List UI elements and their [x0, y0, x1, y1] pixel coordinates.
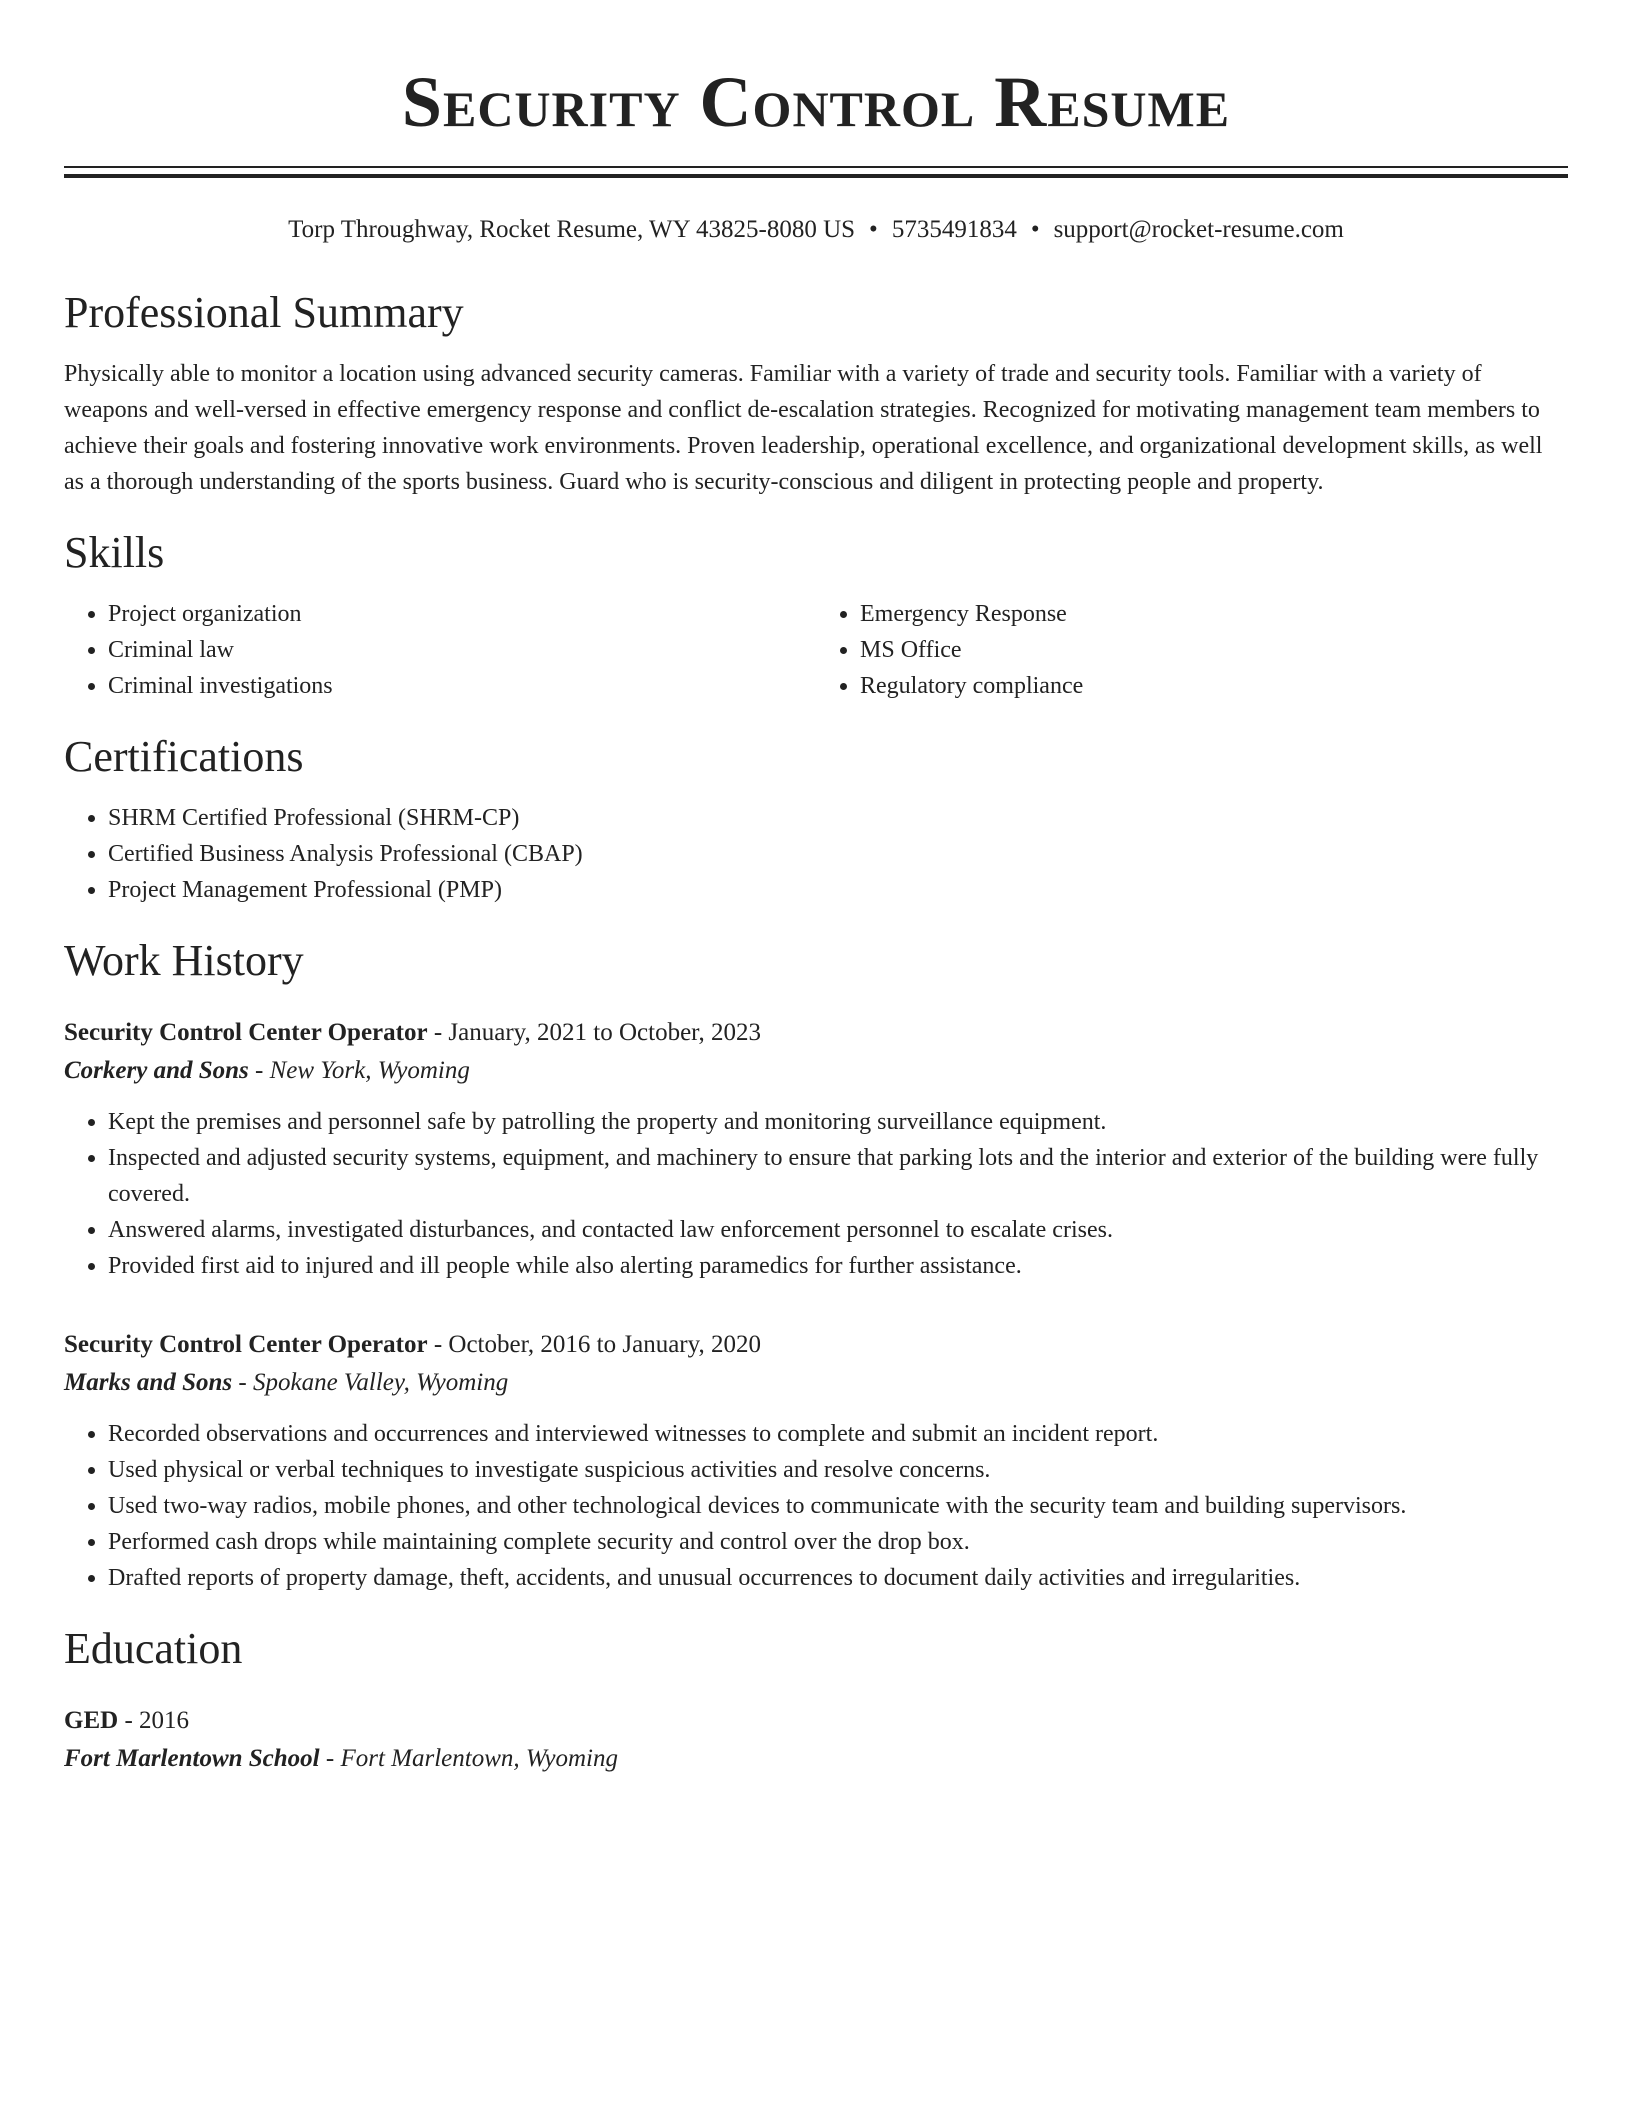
skills-grid: [64, 596, 1568, 704]
job-duty: • Answered alarms, investigated disturbances, and contacted law enforcement personnel to escalate crises.: [108, 1212, 1568, 1248]
job-entry: [64, 1014, 1568, 1284]
job-company-line: [64, 1052, 1568, 1090]
contact-address: Torp Throughway, Rocket Resume, WY 43825-8080 US: [288, 216, 856, 243]
job-duty: • Used two-way radios, mobile phones, and other technological devices to communicate with the security team and building supervisors.: [108, 1488, 1568, 1524]
skill-item: • Criminal investigations: [108, 668, 816, 704]
education-degree-line: [64, 1702, 1568, 1740]
certification-item: • Certified Business Analysis Professional (CBAP): [108, 836, 1568, 872]
skills-list-left: [64, 596, 816, 704]
skill-item: • MS Office: [860, 632, 1568, 668]
job-duty: • Drafted reports of property damage, theft, accidents, and unusual occurrences to document daily activities and irregularities.: [108, 1560, 1568, 1596]
job-dates: January, 2021 to October, 2023: [448, 1019, 761, 1046]
education-year: 2016: [139, 1707, 190, 1734]
job-company: Corkery and Sons: [64, 1057, 249, 1084]
job-title: Security Control Center Operator: [64, 1019, 428, 1046]
skills-heading: Skills: [64, 528, 165, 577]
summary-text: Physically able to monitor a location using advanced security cameras. Familiar with a variety of trade and security tools. Familiar with a variety of weapons and well-versed in effective emergency response and conflict de-escalation strategies. Recognized for motivating management team members to achieve their goals and fostering innovative work environments. Proven leadership, operational excellence, and organizational development skills, as well as a thorough understanding of the sports business. Guard who is security-conscious and diligent in protecting people and property.: [64, 361, 1543, 495]
job-duty: • Inspected and adjusted security systems, equipment, and machinery to ensure that parking lots and the interior and exterior of the building were fully covered.: [108, 1140, 1568, 1212]
certifications-heading: Certifications: [64, 732, 304, 781]
skill-item: • Criminal law: [108, 632, 816, 668]
education-dash: -: [118, 1707, 140, 1734]
job-duty: • Provided first aid to injured and ill people while also alerting paramedics for further assistance.: [108, 1248, 1568, 1284]
certification-item: • Project Management Professional (PMP): [108, 872, 1568, 908]
job-dash: -: [427, 1019, 449, 1046]
skill-item: • Regulatory compliance: [860, 668, 1568, 704]
job-location: Spokane Valley, Wyoming: [252, 1369, 509, 1396]
resume-title: Security Control Resume: [401, 62, 1231, 142]
contact-separator: •: [1030, 216, 1040, 243]
contact-line: [64, 214, 1568, 246]
education-school: Fort Marlentown School: [64, 1745, 320, 1772]
education-location: Fort Marlentown, Wyoming: [340, 1745, 619, 1772]
job-location: New York, Wyoming: [269, 1057, 470, 1084]
job-dash: -: [248, 1057, 270, 1084]
job-title-line: [64, 1014, 1568, 1052]
certification-item: • SHRM Certified Professional (SHRM-CP): [108, 800, 1568, 836]
job-dates: October, 2016 to January, 2020: [448, 1331, 761, 1358]
job-title-line: [64, 1326, 1568, 1364]
title-divider-thick: [64, 174, 1568, 178]
skill-item: • Emergency Response: [860, 596, 1568, 632]
job-dash: -: [427, 1331, 449, 1358]
job-dash: -: [232, 1369, 253, 1396]
education-entry: [64, 1702, 1568, 1778]
job-title: Security Control Center Operator: [64, 1331, 428, 1358]
contact-separator: •: [869, 216, 878, 243]
title-divider-thin: [64, 166, 1568, 168]
summary-heading: Professional Summary: [64, 288, 464, 337]
job-duty: • Performed cash drops while maintaining complete security and control over the drop box.: [108, 1524, 1568, 1560]
contact-email: support@rocket-resume.com: [1053, 216, 1344, 243]
skill-item: • Project organization: [108, 596, 816, 632]
contact-phone: 5735491834: [891, 216, 1017, 243]
skills-list-right: [816, 596, 1568, 704]
job-duty: • Kept the premises and personnel safe by patrolling the property and monitoring surveillance equipment.: [108, 1104, 1568, 1140]
education-dash: -: [319, 1745, 341, 1772]
education-degree: GED: [64, 1707, 119, 1734]
job-entry: [64, 1326, 1568, 1596]
job-company-line: [64, 1364, 1568, 1402]
education-school-line: [64, 1740, 1568, 1778]
certifications-list: [64, 800, 1568, 908]
job-duties-list: [64, 1416, 1568, 1596]
work-history-heading: Work History: [64, 936, 304, 985]
job-company: Marks and Sons: [64, 1369, 233, 1396]
job-duty: • Used physical or verbal techniques to investigate suspicious activities and resolve concerns.: [108, 1452, 1568, 1488]
education-heading: Education: [64, 1624, 243, 1673]
job-duties-list: [64, 1104, 1568, 1284]
job-duty: • Recorded observations and occurrences and interviewed witnesses to complete and submit an incident report.: [108, 1416, 1568, 1452]
